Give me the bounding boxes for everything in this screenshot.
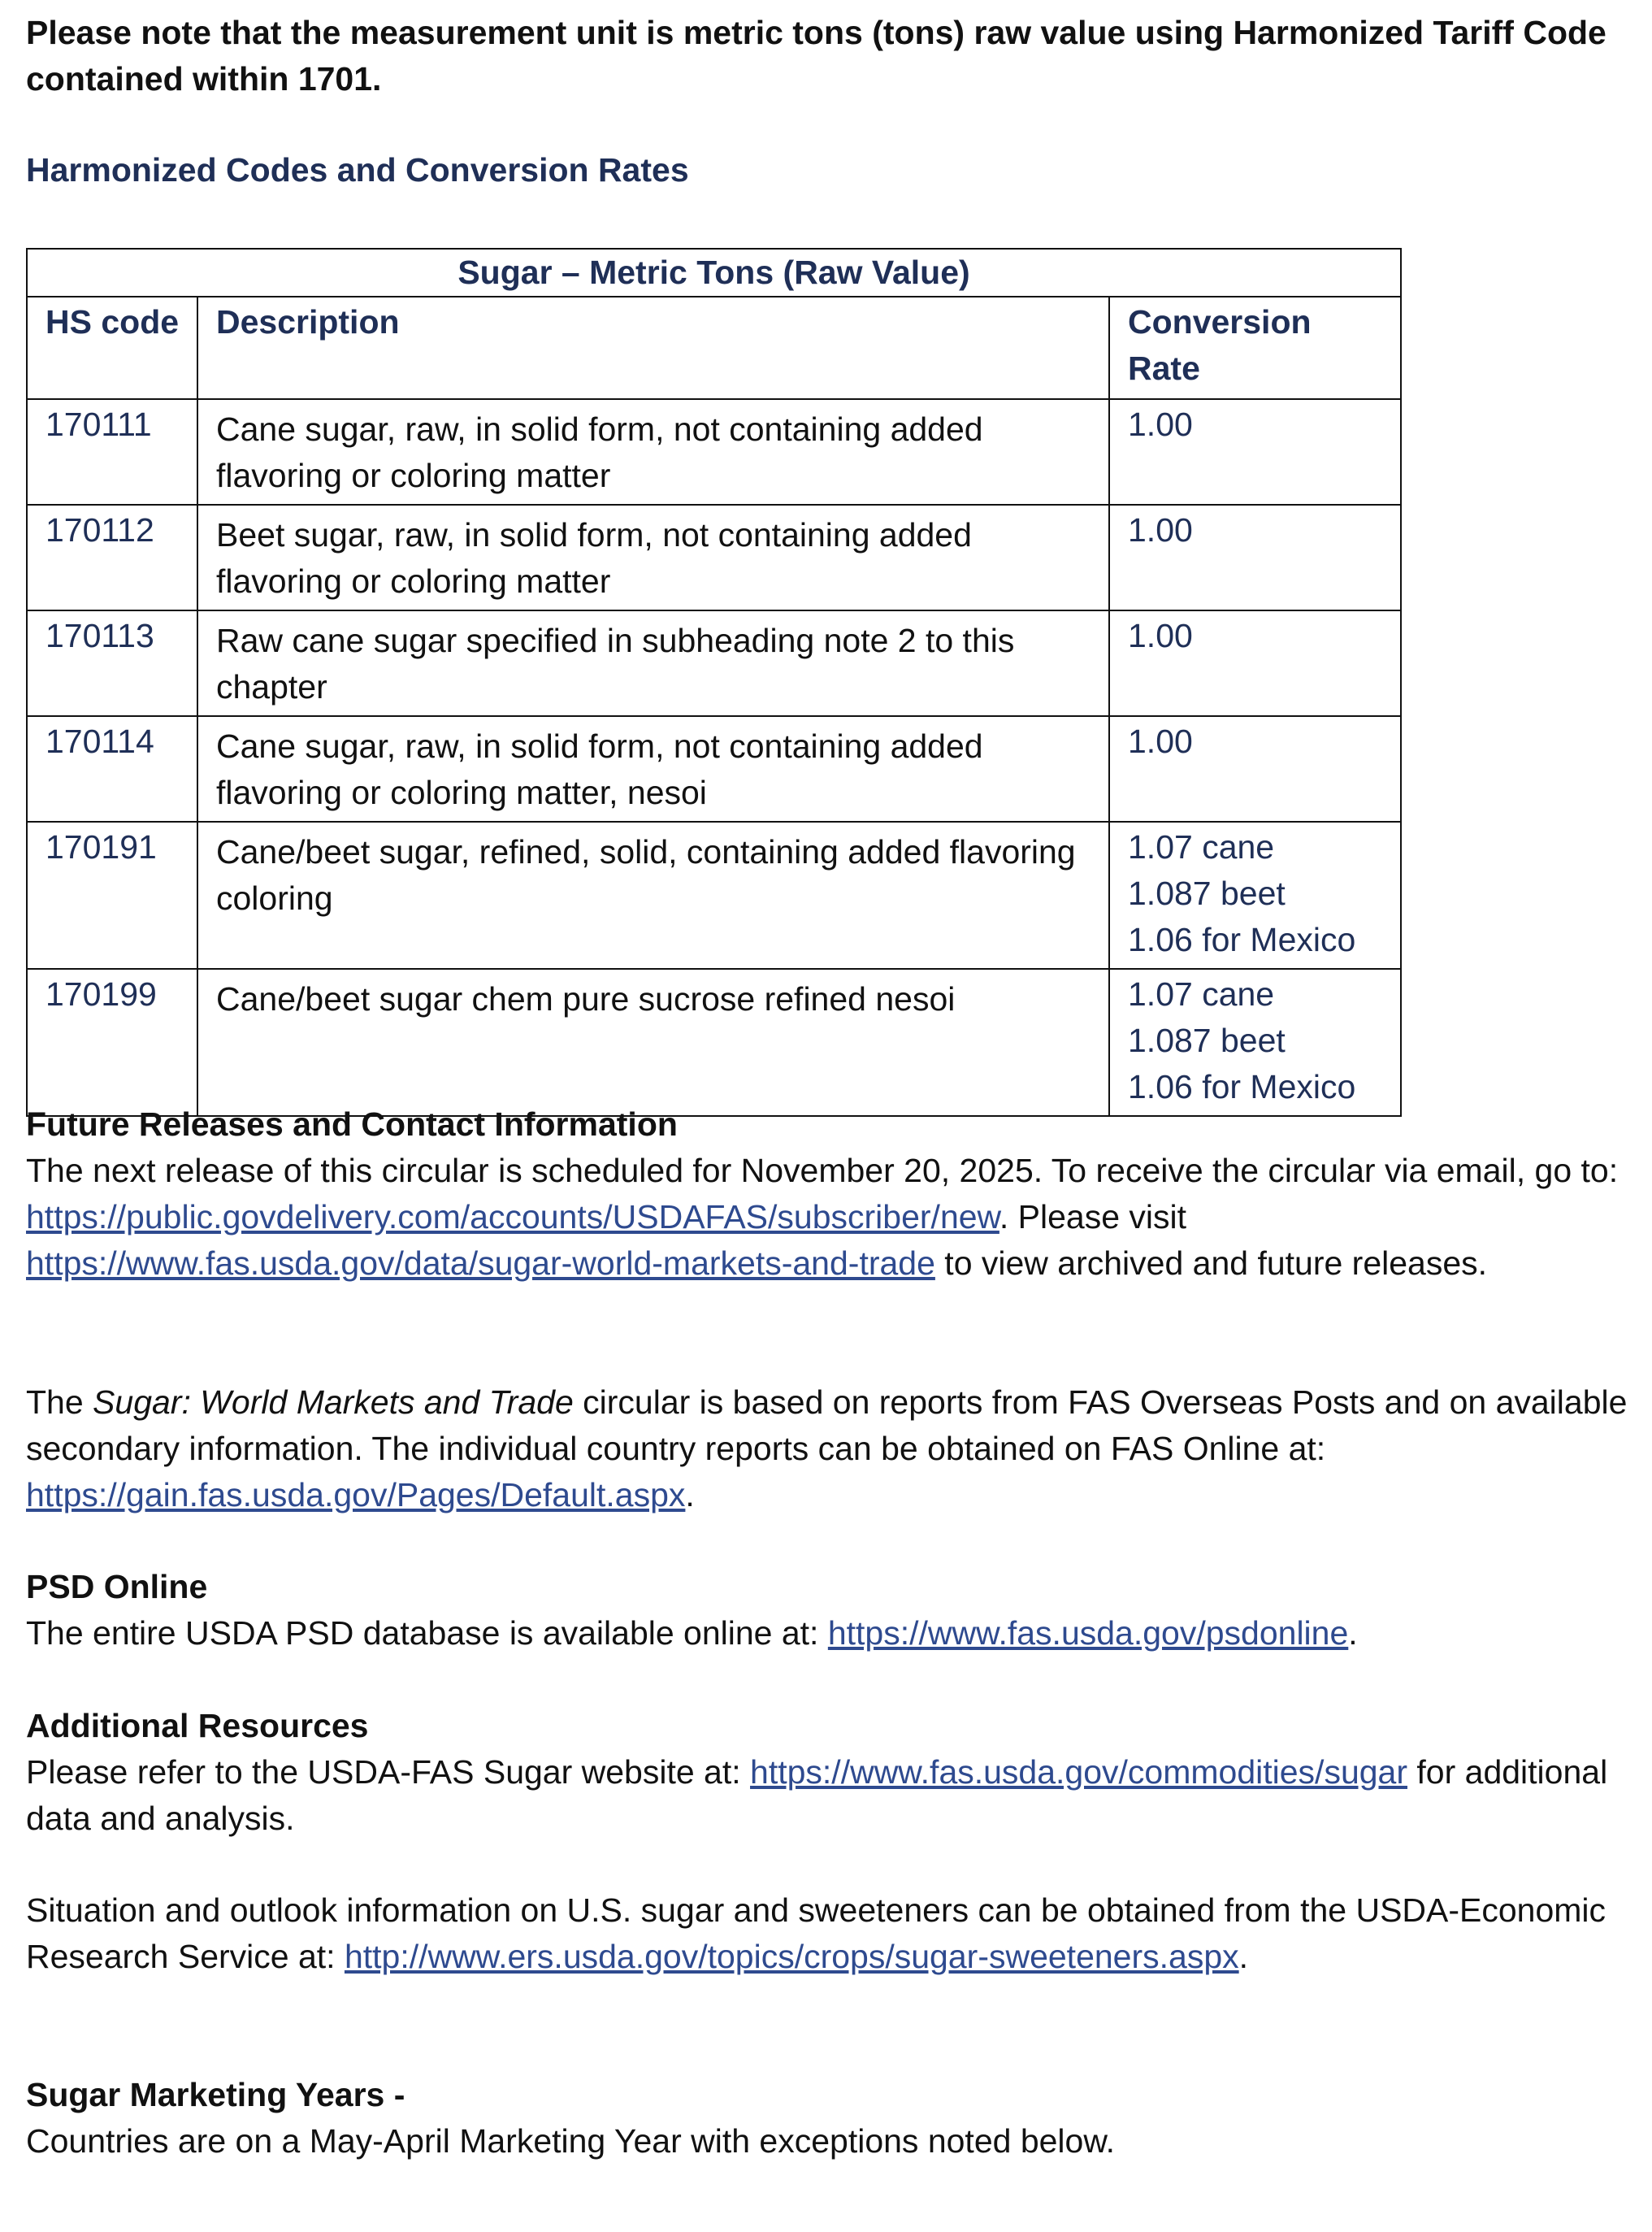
marketing-years-text: Countries are on a May-April Marketing Year with exceptions noted below. — [26, 2122, 1116, 2160]
measurement-note: Please note that the measurement unit is metric tons (tons) raw value using Harmonized Tariff Code contained within 1701. — [26, 14, 1606, 98]
document-page — [26, 10, 1631, 2160]
govdelivery-link[interactable]: https://public.govdelivery.com/accounts/USDAFAS/subscriber/new — [26, 1198, 999, 1235]
future-releases-text — [26, 1148, 1631, 1287]
conversion-rate-value: 1.087 beet — [1128, 1022, 1286, 1059]
future-text-2: . Please visit — [999, 1198, 1187, 1235]
outlook-text-1: Situation and outlook information on U.S. sugar and sweeteners can be obtained from the USDA-Economic Research Service at: — [26, 1891, 1606, 1975]
hs-code-cell: 170191 — [27, 822, 197, 969]
psd-online-text — [26, 1610, 1631, 1657]
hs-code-table — [26, 248, 1402, 1117]
conversion-rate-cell — [1109, 505, 1401, 610]
based-text-3: . — [685, 1476, 695, 1513]
conversion-rate-value: 1.07 cane — [1128, 828, 1275, 866]
psd-online-section — [26, 1564, 1631, 1657]
hs-code-cell: 170199 — [27, 969, 197, 1116]
psdonline-link[interactable]: https://www.fas.usda.gov/psdonline — [827, 1614, 1349, 1652]
hs-code-cell: 170111 — [27, 399, 197, 505]
conversion-rate-value: 1.00 — [1128, 617, 1193, 654]
additional-resources-text — [26, 1749, 1631, 1842]
hs-code-cell: 170112 — [27, 505, 197, 610]
table-header-row — [27, 297, 1401, 399]
marketing-years-heading: Sugar Marketing Years - — [26, 2076, 405, 2113]
description-cell: Cane/beet sugar chem pure sucrose refined nesoi — [197, 969, 1109, 1116]
future-releases-heading: Future Releases and Contact Information — [26, 1105, 678, 1143]
conversion-rate-value: 1.06 for Mexico — [1128, 921, 1356, 958]
table-title-row — [27, 249, 1401, 297]
table-row — [27, 610, 1401, 716]
resources-text-2: for additional data and analysis. — [26, 1753, 1608, 1837]
psd-online-heading: PSD Online — [26, 1568, 208, 1605]
additional-resources-section — [26, 1703, 1631, 1842]
gain-link[interactable]: https://gain.fas.usda.gov/Pages/Default.aspx — [26, 1476, 686, 1513]
resources-text-1: Please refer to the USDA-FAS Sugar website at: — [26, 1753, 751, 1791]
additional-resources-heading: Additional Resources — [26, 1707, 369, 1744]
future-text-3: to view archived and future releases. — [934, 1244, 1488, 1282]
description-cell: Raw cane sugar specified in subheading note 2 to this chapter — [197, 610, 1109, 716]
table-row — [27, 822, 1401, 969]
outlook-text — [26, 1887, 1631, 1980]
description-cell: Cane sugar, raw, in solid form, not containing added flavoring or coloring matter — [197, 399, 1109, 505]
conversion-rate-value: 1.087 beet — [1128, 875, 1286, 912]
conversion-rate-cell — [1109, 822, 1401, 969]
conversion-rate-cell — [1109, 610, 1401, 716]
based-text-1: The — [26, 1383, 93, 1421]
outlook-section — [26, 1887, 1631, 1980]
header-hs-code: HS code — [27, 297, 197, 399]
circular-title: Sugar: World Markets and Trade — [93, 1383, 574, 1421]
description-cell: Cane/beet sugar, refined, solid, containing added flavoring coloring — [197, 822, 1109, 969]
codes-heading: Harmonized Codes and Conversion Rates — [26, 151, 689, 189]
marketing-years-section — [26, 2072, 1631, 2165]
conversion-rate-value: 1.00 — [1128, 406, 1193, 443]
psd-text-2: . — [1348, 1614, 1358, 1652]
psd-text-1: The entire USDA PSD database is available online at: — [26, 1614, 828, 1652]
description-cell: Cane sugar, raw, in solid form, not containing added flavoring or coloring matter, nesoi — [197, 716, 1109, 822]
table-row — [27, 505, 1401, 610]
fas-sugar-link[interactable]: https://www.fas.usda.gov/commodities/sugar — [750, 1753, 1408, 1791]
based-on-text — [26, 1379, 1631, 1518]
conversion-rate-value: 1.07 cane — [1128, 975, 1275, 1013]
hs-code-cell: 170113 — [27, 610, 197, 716]
conversion-rate-value: 1.06 for Mexico — [1128, 1068, 1356, 1105]
outlook-text-2: . — [1238, 1938, 1249, 1975]
future-text-1: The next release of this circular is scheduled for November 20, 2025. To receive the circular via email, go to: — [26, 1152, 1619, 1189]
based-on-section — [26, 1379, 1631, 1518]
table-row — [27, 969, 1401, 1116]
table-title: Sugar – Metric Tons (Raw Value) — [27, 249, 1401, 297]
ers-sugar-link[interactable]: http://www.ers.usda.gov/topics/crops/sugar-sweeteners.aspx — [344, 1938, 1239, 1975]
table-body — [27, 399, 1401, 1116]
hs-code-cell: 170114 — [27, 716, 197, 822]
header-description: Description — [197, 297, 1109, 399]
header-conversion-rate: Conversion Rate — [1109, 297, 1401, 399]
conversion-rate-value: 1.00 — [1128, 723, 1193, 760]
future-releases-section — [26, 1101, 1631, 1287]
description-cell: Beet sugar, raw, in solid form, not containing added flavoring or coloring matter — [197, 505, 1109, 610]
table-row — [27, 399, 1401, 505]
table-row — [27, 716, 1401, 822]
conversion-rate-cell — [1109, 399, 1401, 505]
sugar-world-markets-link[interactable]: https://www.fas.usda.gov/data/sugar-world-markets-and-trade — [26, 1244, 935, 1282]
based-text-2: circular is based on reports from FAS Overseas Posts and on available secondary information. The individual country reports can be obtained on FAS Online at: — [26, 1383, 1628, 1467]
conversion-rate-value: 1.00 — [1128, 511, 1193, 549]
conversion-rate-cell — [1109, 716, 1401, 822]
conversion-rate-cell — [1109, 969, 1401, 1116]
